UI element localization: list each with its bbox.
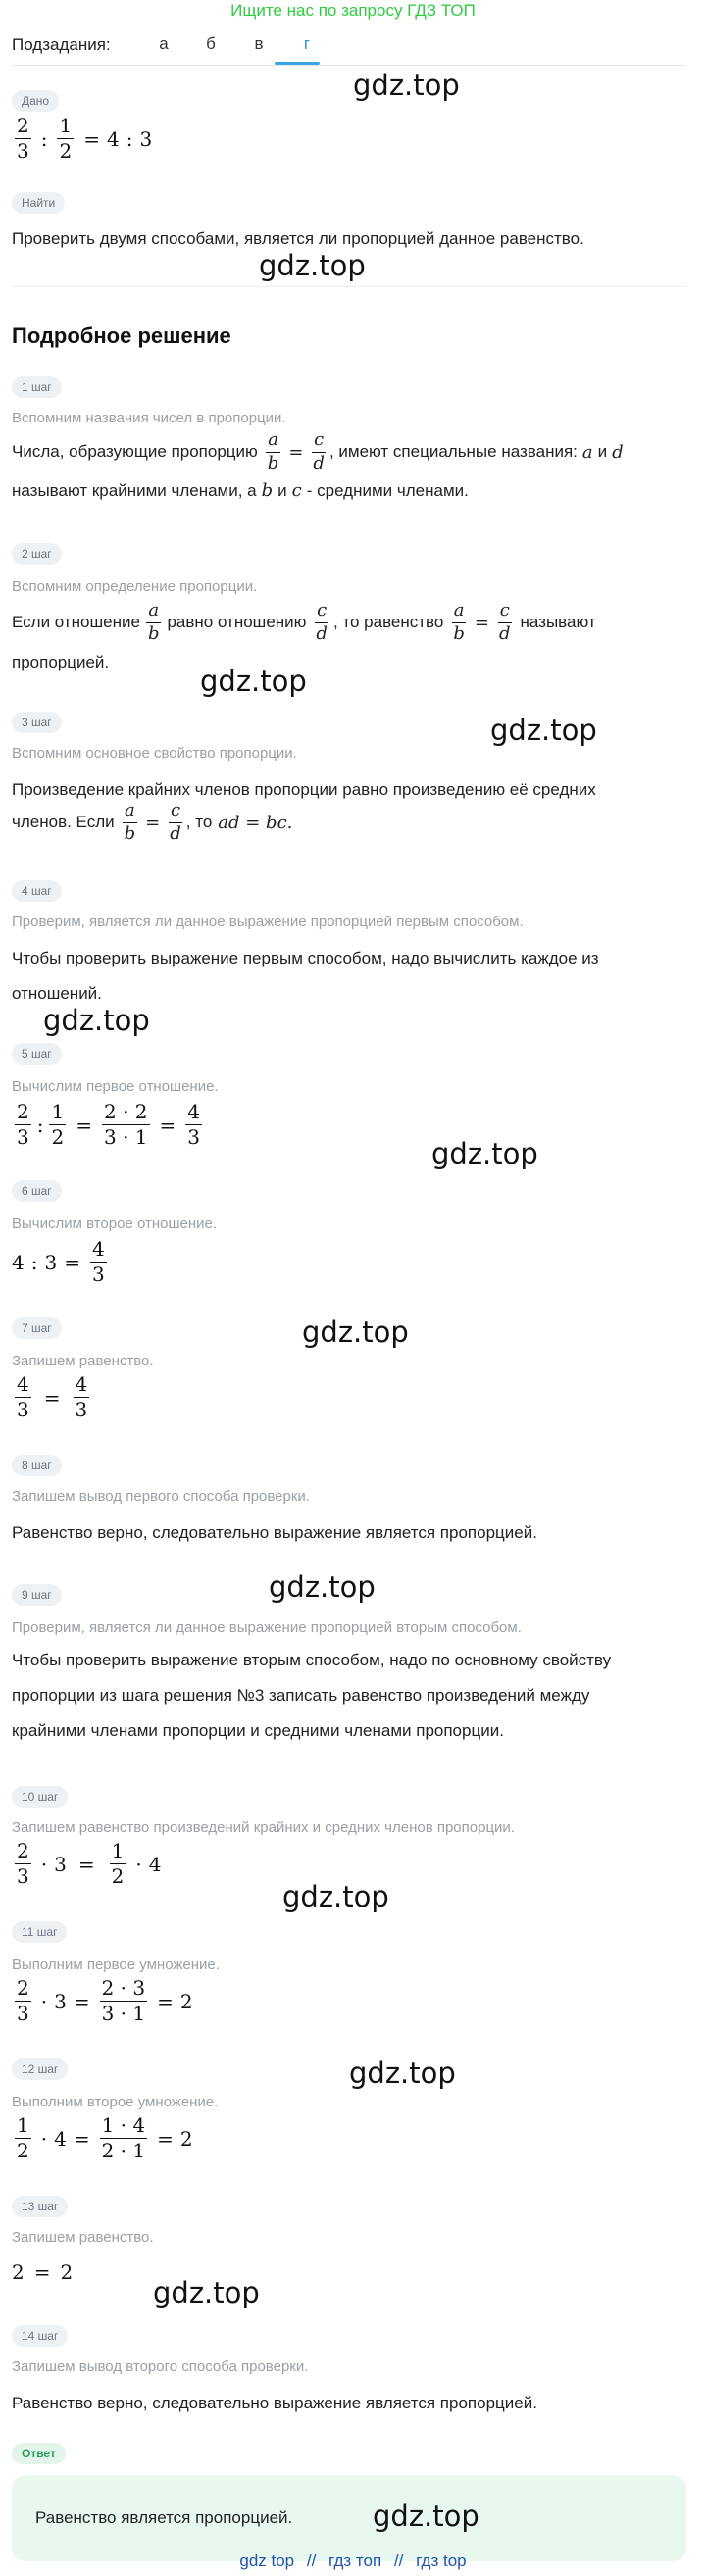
step-4-caption: Проверим, является ли данное выражение пропорцией первым способом. xyxy=(12,914,524,930)
step-10-label: 10 шаг xyxy=(12,1786,68,1808)
step-5-equation: $\frac{2}{3}$ : $\frac{1}{2}$ = $\frac{2 \cdot 2}{3 \cdot 1}$ = $\frac{4}{3}$ xyxy=(17,1100,201,1149)
answer-text: Равенство является пропорцией. xyxy=(35,2508,293,2527)
answer-label: Ответ xyxy=(12,2443,66,2464)
step-8-label: 8 шаг xyxy=(12,1455,62,1476)
step-9-text: Чтобы проверить выражение вторым способом, надо по основному свойству пропорции из шага решения №3 записать равенство произведений между крайними членами пропорции и средними членами пропорции. xyxy=(12,1651,612,1740)
watermark: gdz.top xyxy=(349,2056,456,2090)
step-8-caption: Запишем вывод первого способа проверки. xyxy=(12,1488,310,1505)
watermark: gdz.top xyxy=(269,1570,376,1604)
step-7-label: 7 шаг xyxy=(12,1317,62,1339)
divider xyxy=(12,286,686,287)
given-equation: $\frac{2}{3}$ : $\frac{1}{2}$ = 4 : 3 xyxy=(17,114,153,163)
step-12-label: 12 шаг xyxy=(12,2058,68,2080)
step-1-label: 1 шаг xyxy=(12,376,62,398)
find-label: Найти xyxy=(12,192,65,214)
step-6-caption: Вычислим второе отношение. xyxy=(12,1215,218,1232)
step-5-label: 5 шаг xyxy=(12,1043,62,1065)
step-13-caption: Запишем равенство. xyxy=(12,2229,154,2246)
footer-separator: // xyxy=(393,2551,404,2570)
step-7-equation: $\frac{4}{3}$ = $\frac{4}{3}$ xyxy=(17,1372,88,1421)
step-9-label: 9 шаг xyxy=(12,1584,62,1606)
step-13-label: 13 шаг xyxy=(12,2196,68,2217)
find-text: Проверить двумя способами, является ли пропорцией данное равенство. xyxy=(12,229,584,248)
step-6-equation: 4 : 3 = $\frac{4}{3}$ xyxy=(12,1237,105,1286)
step-4-text: Чтобы проверить выражение первым способом, надо вычислить каждое из отношений. xyxy=(12,949,599,1003)
active-tab-indicator xyxy=(275,62,320,65)
step-2-caption: Вспомним определение пропорции. xyxy=(12,578,258,595)
tab-g[interactable]: г xyxy=(303,34,311,53)
subtasks-bar xyxy=(12,29,686,66)
tab-b[interactable]: б xyxy=(206,34,216,53)
step-5-caption: Вычислим первое отношение. xyxy=(12,1078,219,1095)
step-14-text: Равенство верно, следовательно выражение является пропорцией. xyxy=(12,2394,537,2412)
step-2-text-line2: пропорцией. xyxy=(12,653,110,671)
step-3-text-line2: членов. Если $\frac{a}{b}$ = $\frac{c}{d}$ , то ad = bc. xyxy=(12,800,293,844)
watermark: gdz.top xyxy=(373,2500,479,2533)
step-6-label: 6 шаг xyxy=(12,1180,62,1202)
tab-a[interactable]: а xyxy=(159,34,169,53)
watermark: gdz.top xyxy=(259,249,366,282)
watermark: gdz.top xyxy=(282,1880,389,1913)
step-3-label: 3 шаг xyxy=(12,712,62,733)
step-7-caption: Запишем равенство. xyxy=(12,1353,154,1369)
watermark: gdz.top xyxy=(43,1004,150,1037)
step-9-caption: Проверим, является ли данное выражение пропорцией вторым способом. xyxy=(12,1619,522,1636)
step-13-equation: 2 = 2 xyxy=(12,2260,74,2284)
step-2-label: 2 шаг xyxy=(12,543,62,565)
step-1-text-line1: Числа, образующие пропорцию $\frac{a}{b}$ = $\frac{c}{d}$ , имеют специальные названия: a и d xyxy=(12,429,624,473)
step-1-text-line2: называют крайними членами, а b и c - средними членами. xyxy=(12,480,469,501)
step-14-label: 14 шаг xyxy=(12,2325,68,2347)
search-banner[interactable]: Ищите нас по запросу ГДЗ ТОП xyxy=(230,1,476,20)
step-11-label: 11 шаг xyxy=(12,1921,67,1943)
step-2-text-line1: Если отношение $\frac{a}{b}$ равно отношению $\frac{c}{d}$ , то равенство $\frac{a}{b}$ = $\frac{c}{d}$ называют xyxy=(12,600,596,644)
step-12-equation: $\frac{1}{2}$ · 4 = $\frac{1 \cdot 4}{2 \cdot 1}$ = 2 xyxy=(17,2113,193,2162)
given-label: Дано xyxy=(12,90,59,112)
footer-links xyxy=(0,2551,706,2571)
watermark: gdz.top xyxy=(302,1315,409,1349)
step-14-caption: Запишем вывод второго способа проверки. xyxy=(12,2358,309,2375)
step-3-caption: Вспомним основное свойство пропорции. xyxy=(12,745,297,762)
watermark: gdz.top xyxy=(353,69,460,102)
footer-link[interactable]: гдз топ xyxy=(328,2551,382,2570)
subtasks-title: Подзадания: xyxy=(12,35,111,54)
watermark: gdz.top xyxy=(490,714,597,747)
footer-separator: // xyxy=(306,2551,317,2570)
step-12-caption: Выполним второе умножение. xyxy=(12,2094,219,2110)
step-10-caption: Запишем равенство произведений крайних и средних членов пропорции. xyxy=(12,1819,515,1836)
step-4-label: 4 шаг xyxy=(12,880,62,902)
tab-v[interactable]: в xyxy=(254,34,264,53)
watermark: gdz.top xyxy=(153,2276,260,2309)
solution-title: Подробное решение xyxy=(12,323,231,348)
footer-link[interactable]: гдз top xyxy=(416,2551,467,2570)
watermark: gdz.top xyxy=(431,1137,538,1170)
step-10-equation: $\frac{2}{3}$ · 3 = $\frac{1}{2}$ · 4 xyxy=(17,1839,162,1888)
step-11-caption: Выполним первое умножение. xyxy=(12,1957,220,1973)
watermark: gdz.top xyxy=(200,665,307,698)
step-1-caption: Вспомним названия чисел в пропорции. xyxy=(12,410,286,426)
footer-link[interactable]: gdz top xyxy=(239,2551,295,2570)
step-11-equation: $\frac{2}{3}$ · 3 = $\frac{2 \cdot 3}{3 \cdot 1}$ = 2 xyxy=(17,1976,193,2025)
step-3-text-line1: Произведение крайних членов пропорции равно произведению её средних xyxy=(12,780,596,799)
answer-box xyxy=(12,2475,686,2561)
step-8-text: Равенство верно, следовательно выражение является пропорцией. xyxy=(12,1523,537,1542)
